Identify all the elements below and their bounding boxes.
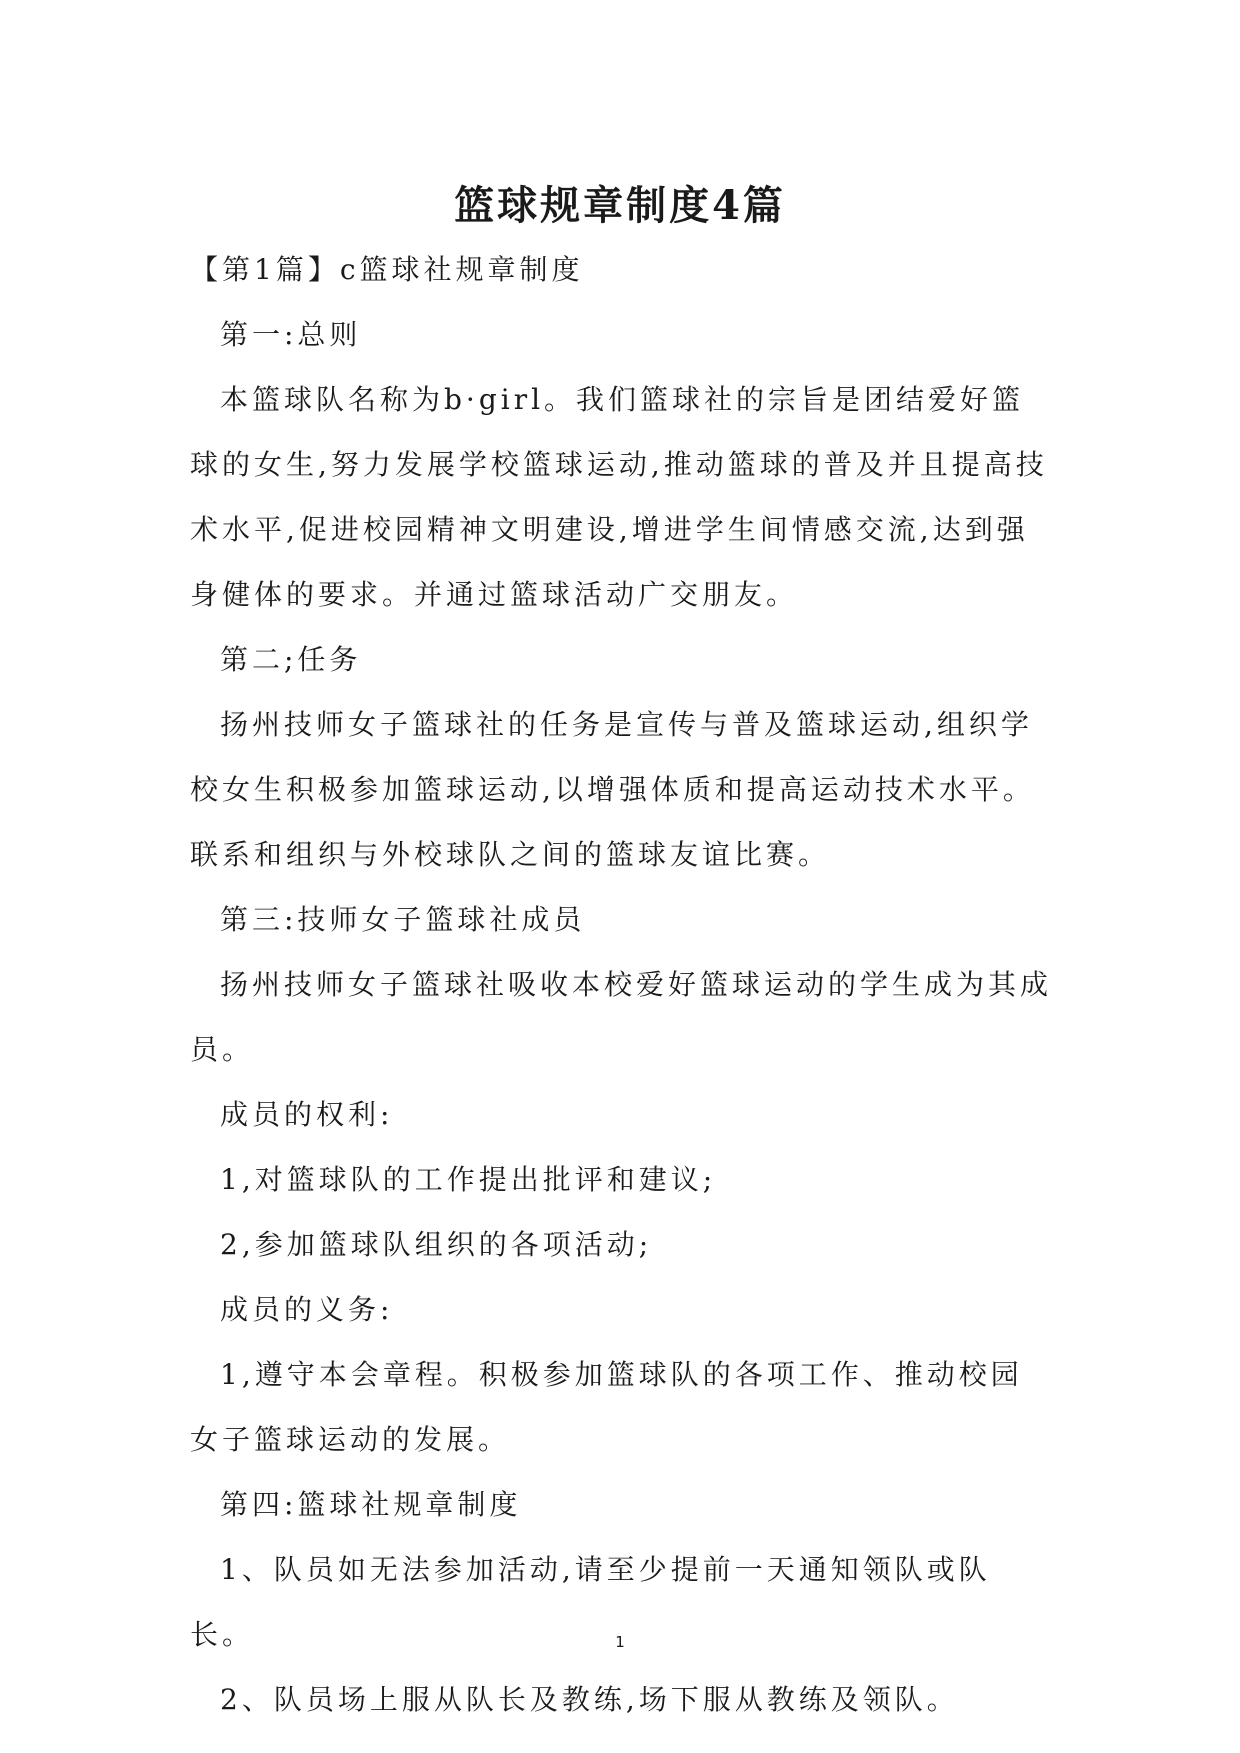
- article-heading: 第三:技师女子篮球社成员: [220, 903, 586, 936]
- subheading: 成员的权利:: [220, 1098, 394, 1131]
- subheading: 成员的义务:: [220, 1293, 394, 1326]
- body-paragraph: 扬州技师女子篮球社吸收本校爱好篮球运动的学生成为其成员。: [190, 968, 1053, 1066]
- section-heading: 【第1篇】c篮球社规章制度: [190, 253, 584, 286]
- document-title: 篮球规章制度4篇: [454, 181, 786, 229]
- list-item: 1、队员如无法参加活动,请至少提前一天通知领队或队长。: [190, 1553, 991, 1651]
- document-body: [190, 237, 1052, 1732]
- page-number: 1: [615, 1633, 625, 1651]
- list-item: 2、队员场上服从队长及教练,场下服从教练及领队。: [220, 1683, 959, 1716]
- body-paragraph: 扬州技师女子篮球社的任务是宣传与普及篮球运动,组织学校女生积极参加篮球运动,以增强体质和提高运动技术水平。联系和组织与外校球队之间的篮球友谊比赛。: [190, 708, 1035, 871]
- list-item: 1,对篮球队的工作提出批评和建议;: [220, 1163, 717, 1196]
- list-item: 1,遵守本会章程。积极参加篮球队的各项工作、推动校园女子篮球运动的发展。: [190, 1358, 1023, 1456]
- article-heading: 第一:总则: [220, 318, 362, 351]
- list-item: 2,参加篮球队组织的各项活动;: [220, 1228, 653, 1261]
- article-heading: 第二;任务: [220, 643, 362, 676]
- body-paragraph: 本篮球队名称为b·girl。我们篮球社的宗旨是团结爱好篮球的女生,努力发展学校篮球运动,推动篮球的普及并且提高技术水平,促进校园精神文明建设,增进学生间情感交流,达到强身健体的要求。并通过篮球活动广交朋友。: [190, 383, 1048, 611]
- article-heading: 第四:篮球社规章制度: [220, 1488, 522, 1521]
